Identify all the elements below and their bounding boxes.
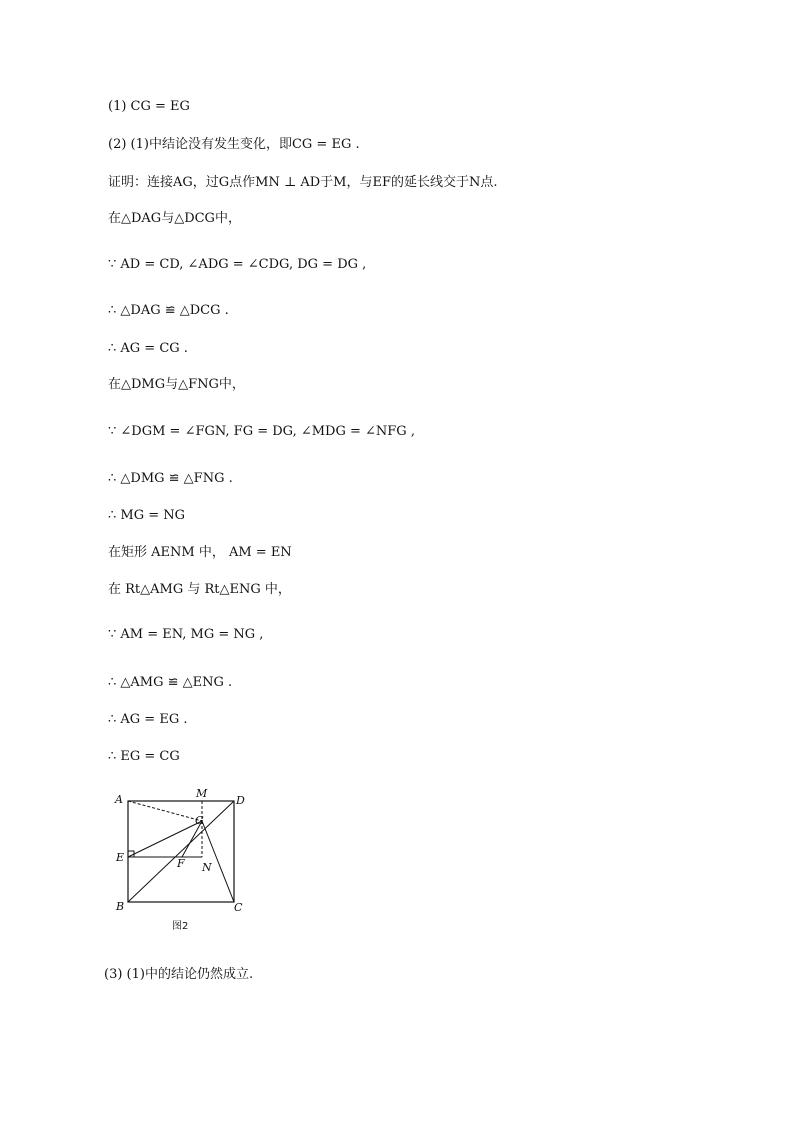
proof-line-12: 在矩形 AENM 中， AM = EN <box>108 545 292 560</box>
proof-line-5: ∵ AD = CD, ∠ADG = ∠CDG, DG = DG , <box>108 257 367 272</box>
proof-line-7: ∴ AG = CG . <box>108 341 188 356</box>
label-g: G <box>195 814 204 827</box>
dashed-ag <box>128 801 202 821</box>
proof-line-4: 在△DAG与△DCG中， <box>108 211 241 226</box>
label-b: B <box>116 900 125 913</box>
square-diagram <box>112 786 252 934</box>
figure-caption: 图2 <box>172 921 189 932</box>
label-a: A <box>115 793 123 806</box>
proof-line-10: ∴ △DMG ≌ △FNG . <box>108 471 233 486</box>
label-n: N <box>202 861 212 874</box>
label-c: C <box>234 901 243 914</box>
proof-line-2: (2) (1)中结论没有发生变化，即CG = EG . <box>108 137 360 152</box>
label-e: E <box>116 851 125 864</box>
proof-line-3: 证明：连接AG，过G点作MN ⊥ AD于M，与EF的延长线交于N点. <box>108 175 498 190</box>
part3-line: (3) (1)中的结论仍然成立. <box>104 967 254 982</box>
label-d: D <box>236 794 245 807</box>
label-f: F <box>177 857 185 870</box>
diagonal-bd <box>128 801 234 902</box>
geometry-figure <box>112 786 252 934</box>
proof-line-13: 在 Rt△AMG 与 Rt△ENG 中， <box>108 582 291 597</box>
proof-line-15: ∴ △AMG ≌ △ENG . <box>108 675 233 690</box>
segment-eg <box>128 821 202 857</box>
proof-line-6: ∴ △DAG ≌ △DCG . <box>108 303 229 318</box>
proof-line-16: ∴ AG = EG . <box>108 712 188 727</box>
proof-line-11: ∴ MG = NG <box>108 508 186 523</box>
proof-line-1: (1) CG = EG <box>108 99 190 114</box>
proof-line-9: ∵ ∠DGM = ∠FGN, FG = DG, ∠MDG = ∠NFG , <box>108 424 415 439</box>
proof-line-14: ∵ AM = EN, MG = NG , <box>108 627 264 642</box>
proof-line-17: ∴ EG = CG <box>108 749 180 764</box>
label-m: M <box>196 787 208 800</box>
proof-line-8: 在△DMG与△FNG中， <box>108 377 245 392</box>
